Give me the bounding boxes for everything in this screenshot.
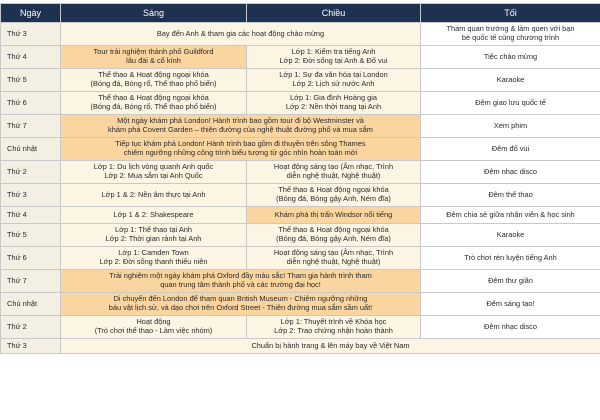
- activity-line: Lớp 1: Camden Town: [118, 248, 189, 258]
- activity-line: Khám phá thị trấn Windsor nổi tiếng: [274, 209, 393, 219]
- activity-line: Karaoke: [496, 229, 525, 239]
- activity-line: Đêm chia sẻ giữa nhân viên & học sinh: [446, 209, 575, 219]
- evening-activity: [421, 46, 600, 69]
- evening-activity: [421, 316, 600, 339]
- activity-line: Xem phim: [493, 120, 528, 130]
- header-morning: Sáng: [61, 4, 247, 23]
- day-cell: Thứ 3: [1, 184, 61, 207]
- day-cell: Thứ 5: [1, 224, 61, 247]
- activity-line: Lớp 2: Đời sống tại Anh & Đố vui: [279, 56, 388, 65]
- schedule-row: [1, 316, 600, 339]
- afternoon-activity: [247, 316, 421, 339]
- morning-activity: [61, 207, 247, 224]
- activity-line: Đêm giao lưu quốc tế: [475, 97, 546, 107]
- evening-activity: [421, 207, 600, 224]
- activity-line: (Trò chơi thể thao - Làm việc nhóm): [94, 326, 213, 335]
- schedule-row: [1, 224, 600, 247]
- activity-line: Tiếp tục khám phá London! Hành trình bao gồm đi thuyền trên sông Thames: [115, 139, 366, 149]
- evening-activity: [421, 161, 600, 184]
- activity-line: Lớp 1: Gia đình Hoàng gia: [289, 93, 378, 103]
- day-cell: Thứ 7: [1, 270, 61, 293]
- activity-line: Thể thao & Hoạt động ngoại khóa: [98, 70, 209, 80]
- evening-activity: [421, 184, 600, 207]
- schedule-row: [1, 184, 600, 207]
- evening-activity: [421, 23, 600, 46]
- day-cell: Thứ 6: [1, 92, 61, 115]
- afternoon-activity: [247, 161, 421, 184]
- full-day-activity: [61, 293, 421, 316]
- evening-activity: [421, 224, 600, 247]
- activity-line: Lớp 2: Đời sống thanh thiếu niên: [99, 257, 208, 266]
- morning-activity: [61, 224, 247, 247]
- schedule-row: [1, 293, 600, 316]
- activity-line: diễn nghệ thuật, Nghệ thuật): [286, 257, 381, 266]
- header-afternoon: Chiều: [247, 4, 421, 23]
- activity-line: diễn nghệ thuật, Nghệ thuật): [286, 171, 381, 180]
- activity-line: Đêm nhạc disco: [484, 321, 537, 331]
- afternoon-activity: [247, 224, 421, 247]
- activity-line: Tour trải nghiệm thành phố Guildford: [93, 47, 214, 57]
- day-cell: Thứ 4: [1, 207, 61, 224]
- day-cell: Chủ nhật: [1, 293, 61, 316]
- activity-line: (Bóng đá, Bóng gậy Anh, Ném đĩa): [276, 194, 391, 203]
- activity-line: Karaoke: [496, 74, 525, 84]
- full-day-activity: [61, 138, 421, 161]
- activity-line: Hoạt động: [136, 317, 171, 327]
- activity-line: Lớp 1 & 2: Shakespeare: [113, 209, 194, 219]
- activity-line: Lớp 2: Mua sắm tại Anh Quốc: [104, 171, 203, 180]
- schedule-row: [1, 46, 600, 69]
- activity-line: Tham quan trường & làm quen với bạn: [446, 24, 575, 34]
- activity-line: Lớp 2: Trao chứng nhận hoàn thành: [274, 326, 393, 335]
- schedule-row: [1, 115, 600, 138]
- day-cell: Thứ 3: [1, 339, 61, 354]
- schedule-row: [1, 247, 600, 270]
- full-day-activity: [61, 23, 421, 46]
- activity-line: Lớp 2: Nền thời trang tại Anh: [285, 102, 382, 111]
- evening-activity: [421, 270, 600, 293]
- schedule-row: [1, 270, 600, 293]
- header-day: Ngày: [1, 4, 61, 23]
- activity-line: chiêm ngưỡng những công trình biểu tượng từ góc nhìn hoàn toàn mới: [123, 148, 358, 157]
- evening-activity: [421, 69, 600, 92]
- morning-activity: [61, 92, 247, 115]
- activity-line: (Bóng đá, Bóng rổ, Thể thao phố biến): [90, 102, 217, 111]
- afternoon-activity: [247, 69, 421, 92]
- evening-activity: [421, 92, 600, 115]
- activity-line: Đêm nhạc disco: [484, 166, 537, 176]
- evening-activity: [421, 293, 600, 316]
- activity-line: khám phá Covent Garden – thiên đường của nghệ thuật đường phố và mua sắm: [108, 125, 373, 134]
- activity-line: quan trung tâm thành phố và các trường đại học!: [160, 280, 321, 289]
- day-cell: Thứ 2: [1, 161, 61, 184]
- header-row: [1, 4, 600, 23]
- morning-activity: [61, 316, 247, 339]
- activity-line: Thể thao & Hoạt động ngoại khóa: [278, 225, 389, 235]
- morning-activity: [61, 46, 247, 69]
- day-cell: Thứ 6: [1, 247, 61, 270]
- header-evening: Tối: [421, 4, 600, 23]
- afternoon-activity: [247, 184, 421, 207]
- activity-line: báu vật lịch sử, và dạo chơi trên Oxford Street - Thiên đường mua sắm sầm uất!: [108, 303, 373, 312]
- day-cell: Thứ 5: [1, 69, 61, 92]
- schedule-row: [1, 138, 600, 161]
- morning-activity: [61, 247, 247, 270]
- afternoon-activity: [247, 207, 421, 224]
- activity-line: Thể thao & Hoạt động ngoại khóa: [278, 185, 389, 195]
- afternoon-activity: [247, 46, 421, 69]
- activity-line: Lớp 1: Du lịch vòng quanh Anh quốc: [93, 162, 214, 172]
- activity-line: Hoạt động sáng tạo (Âm nhạc, Trình: [273, 248, 394, 258]
- activity-line: Thể thao & Hoạt động ngoại khóa: [98, 93, 209, 103]
- schedule-row: [1, 23, 600, 46]
- schedule-row: [1, 69, 600, 92]
- day-cell: Thứ 2: [1, 316, 61, 339]
- morning-activity: [61, 69, 247, 92]
- activity-line: bè quốc tế cùng chương trình: [461, 33, 560, 42]
- activity-line: Trải nghiệm một ngày khám phá Oxford đầy màu sắc! Tham gia hành trình tham: [109, 271, 372, 281]
- morning-activity: [61, 161, 247, 184]
- activity-line: Đêm đố vui: [491, 143, 530, 153]
- activity-line: Di chuyển đến London để tham quan British Museum - Chiêm ngưỡng những: [113, 294, 368, 304]
- day-cell: Thứ 3: [1, 23, 61, 46]
- activity-line: (Bóng đá, Bóng gậy Anh, Ném đĩa): [276, 234, 391, 243]
- activity-line: Lớp 1: Kiểm tra tiếng Anh: [291, 47, 376, 57]
- schedule-row: [1, 207, 600, 224]
- activity-line: Hoạt động sáng tạo (Âm nhạc, Trình: [273, 162, 394, 172]
- activity-line: Chuẩn bị hành trang & lên máy bay về Việt Nam: [251, 340, 410, 350]
- activity-line: (Bóng đá, Bóng rổ, Thể thao phố biến): [90, 79, 217, 88]
- afternoon-activity: [247, 92, 421, 115]
- departure-activity: [61, 339, 600, 354]
- morning-activity: [61, 184, 247, 207]
- evening-activity: [421, 115, 600, 138]
- activity-line: Bay đến Anh & tham gia các hoạt động chào mừng: [156, 28, 325, 38]
- activity-line: Tiệc chào mừng: [483, 51, 538, 61]
- activity-line: Một ngày khám phá London! Hành trình bao gồm tour đi bộ Westminster và: [117, 116, 364, 126]
- activity-line: Đêm thư giãn: [488, 275, 533, 285]
- activity-line: Lớp 2: Lịch sử nước Anh: [292, 79, 375, 88]
- activity-line: Lớp 1: Sự đa văn hóa tại London: [279, 70, 388, 80]
- day-cell: Thứ 7: [1, 115, 61, 138]
- activity-line: Lớp 1 & 2: Nền âm thực tại Anh: [101, 189, 206, 199]
- activity-line: lâu đài & cổ kính: [126, 56, 181, 65]
- activity-line: Đêm sáng tạo!: [486, 298, 535, 308]
- afternoon-activity: [247, 247, 421, 270]
- schedule-row: [1, 339, 600, 354]
- full-day-activity: [61, 115, 421, 138]
- activity-line: Lớp 1: Thể thao tại Anh: [114, 225, 193, 235]
- activity-line: Lớp 2: Thời gian rảnh tại Anh: [105, 234, 202, 243]
- schedule-row: [1, 92, 600, 115]
- activity-line: Lớp 1: Thuyết trình về Khóa học: [280, 317, 387, 327]
- evening-activity: [421, 138, 600, 161]
- evening-activity: [421, 247, 600, 270]
- schedule-row: [1, 161, 600, 184]
- day-cell: Chủ nhật: [1, 138, 61, 161]
- activity-line: Đêm thể thao: [488, 189, 533, 199]
- day-cell: Thứ 4: [1, 46, 61, 69]
- schedule-table: [0, 3, 600, 354]
- full-day-activity: [61, 270, 421, 293]
- activity-line: Trò chơi rèn luyện tiếng Anh: [464, 252, 557, 262]
